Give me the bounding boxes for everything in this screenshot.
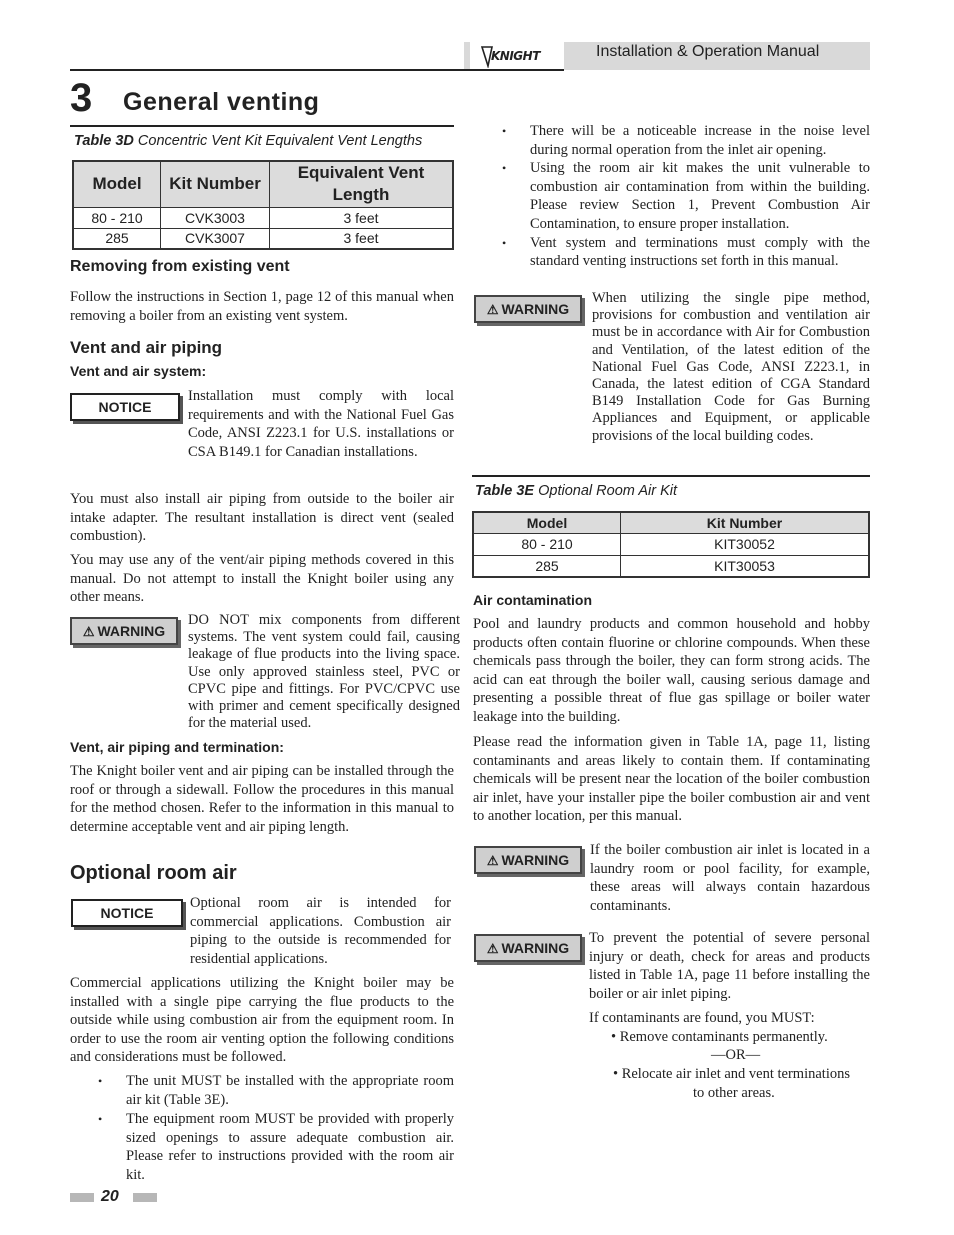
warning-badge: ⚠ WARNING bbox=[474, 934, 582, 962]
table-3e-caption: Table 3E Optional Room Air Kit bbox=[475, 483, 678, 499]
notice-badge: NOTICE bbox=[70, 393, 180, 421]
warning-triangle-icon: ⚠ bbox=[486, 302, 499, 317]
table-3d-header: Model bbox=[73, 161, 161, 207]
warning-text: If the boiler combustion air inlet is located in a laundry room or pool facility, for example, these areas will always contain hazardous contaminants. bbox=[590, 842, 870, 914]
list-item: • There will be a noticeable increase in the noise level during normal operation from the inlet air opening. bbox=[502, 122, 870, 159]
vent-air-para-2: You may use any of the vent/air piping methods covered in this manual. Do not attempt to install the Knight boiler using any other means. bbox=[70, 552, 454, 606]
contamination-heading: Air contamination bbox=[473, 592, 593, 608]
list-item: • The equipment room MUST be provided with properly sized openings to assure adequate combustion air. Please refer to instructions provided with the room air kit. bbox=[98, 1110, 454, 1184]
warning-text: DO NOT mix components from different systems. The vent system could fail, causing leakage of flue products into the living space. Use only approved stainless steel, PVC or CPVC pipe and fittings. For PVC/CPVC use with primer and cement specifically designed for the material used. bbox=[188, 612, 460, 732]
warning-text: To prevent the potential of severe personal injury or death, check for areas and products listed in Table 1A, page 11 before installing the boiler or air inlet piping. bbox=[589, 930, 870, 1002]
remove-option: • Remove contaminants permanently. bbox=[611, 1029, 828, 1045]
warning-badge: ⚠ WARNING bbox=[70, 617, 178, 645]
room-air-heading: Optional room air bbox=[70, 862, 237, 884]
relocate-option: • Relocate air inlet and vent terminations bbox=[613, 1066, 850, 1082]
table-3e-header: Kit Number bbox=[621, 512, 870, 533]
vent-air-para-1: You must also install air piping from outside to the boiler air intake adapter. The resultant installation is direct vent (sealed combustion). bbox=[70, 491, 454, 545]
contamination-para-1: Pool and laundry products and common household and hobby products often contain fluorine or chlorine compounds. When these chemicals pass through the boiler, they can form strong acids. The acid can eat through the boiler wall, causing serious damage and presenting a possible threat of flue gas spillage or boiler water leakage into the building. bbox=[473, 616, 870, 725]
table-3e-header: Model bbox=[473, 512, 621, 533]
header-rule bbox=[70, 69, 564, 71]
table-3e bbox=[472, 511, 870, 578]
table-3d-header: Kit Number bbox=[161, 161, 270, 207]
vent-air-heading: Vent and air piping bbox=[70, 338, 223, 357]
section-title: General venting bbox=[123, 88, 320, 116]
table-3d bbox=[72, 160, 454, 250]
warning-triangle-icon: ⚠ bbox=[82, 624, 95, 639]
list-item: • The unit MUST be installed with the appropriate room air kit (Table 3E). bbox=[98, 1072, 454, 1109]
svg-text:KNIGHT: KNIGHT bbox=[491, 49, 540, 63]
removing-heading: Removing from existing vent bbox=[70, 258, 290, 275]
list-item: • Using the room air kit makes the unit vulnerable to combustion air contamination from within the building. Please review Section 1, Prevent Combustion Air Contamination, to ensure proper installation. bbox=[502, 159, 870, 233]
warning-badge: ⚠ WARNING bbox=[474, 846, 582, 874]
table-row: 285 CVK3007 3 feet bbox=[73, 228, 453, 249]
table-row: 80 - 210 KIT30052 bbox=[473, 533, 869, 555]
if-found-text: If contaminants are found, you MUST: bbox=[589, 1010, 815, 1026]
knight-logo bbox=[478, 44, 558, 72]
or-separator: —OR— bbox=[711, 1047, 761, 1063]
termination-heading: Vent, air piping and termination: bbox=[70, 739, 284, 755]
warning-badge: ⚠ WARNING bbox=[474, 295, 582, 323]
footer-bar-right bbox=[133, 1193, 157, 1202]
room-air-para: Commercial applications utilizing the Knight boiler may be installed with a single pipe carrying the flue products to the outside while using combustion air from the equipment room. In order to use the room air venting option the following conditions and considerations must be followed. bbox=[70, 975, 454, 1066]
list-item: • Vent system and terminations must comply with the standard venting instructions set forth in this manual. bbox=[502, 234, 870, 271]
relocate-option-cont: to other areas. bbox=[693, 1085, 775, 1101]
table-row: 285 KIT30053 bbox=[473, 555, 869, 577]
termination-text: The Knight boiler vent and air piping can be installed through the roof or through a sidewall. Follow the procedures in this manual for the method chosen. Refer to the information in this manual to determine acceptable vent and air piping length. bbox=[70, 763, 454, 835]
notice-text: Installation must comply with local requirements and with the National Fuel Gas Code, ANSI Z223.1 for U.S. installations or CSA B149.1 for Canadian installations. bbox=[188, 388, 454, 460]
table-3d-header: Equivalent Vent Length bbox=[270, 161, 454, 207]
table-3d-caption: Table 3D Concentric Vent Kit Equivalent Vent Lengths bbox=[74, 133, 423, 149]
section-number: 3 bbox=[70, 76, 93, 120]
notice-badge: NOTICE bbox=[71, 899, 183, 927]
warning-text: When utilizing the single pipe method, provisions for combustion and ventilation air must be in accordance with Air for Combustion and Ventilation, of the latest edition of the National Fuel Gas Code, ANSI Z223.1, in Canada, the latest edition of CGA Standard B149 Installation Code for Gas Burning Appliances and Equipment, or applicable provisions of the local building codes. bbox=[592, 290, 870, 444]
table-row: 80 - 210 CVK3003 3 feet bbox=[73, 207, 453, 228]
contamination-para-2: Please read the information given in Table 1A, page 11, listing contaminants and areas likely to contain them. If contaminating chemicals will be present near the location of the boiler combustion air inlet, have your installer pipe the boiler combustion air and vent to another location, per this manual. bbox=[473, 734, 870, 825]
footer-bar-left bbox=[70, 1193, 94, 1202]
table-3d-top-rule bbox=[70, 125, 454, 127]
knight-logo-icon bbox=[478, 44, 558, 68]
manual-title: Installation & Operation Manual bbox=[596, 43, 820, 60]
warning-triangle-icon: ⚠ bbox=[486, 941, 499, 956]
removing-text: Follow the instructions in Section 1, page 12 of this manual when removing a boiler from an existing vent system. bbox=[70, 289, 454, 324]
table-3e-top-rule bbox=[472, 475, 870, 477]
room-air-bullets-left bbox=[98, 1072, 454, 1185]
room-air-bullets-right bbox=[502, 122, 870, 271]
page-number: 20 bbox=[101, 1188, 119, 1205]
notice-text: Optional room air is intended for commercial applications. Combustion air piping to the outside is recommended for residential applications. bbox=[190, 895, 451, 967]
vent-air-subheading: Vent and air system: bbox=[70, 363, 207, 379]
warning-triangle-icon: ⚠ bbox=[486, 853, 499, 868]
